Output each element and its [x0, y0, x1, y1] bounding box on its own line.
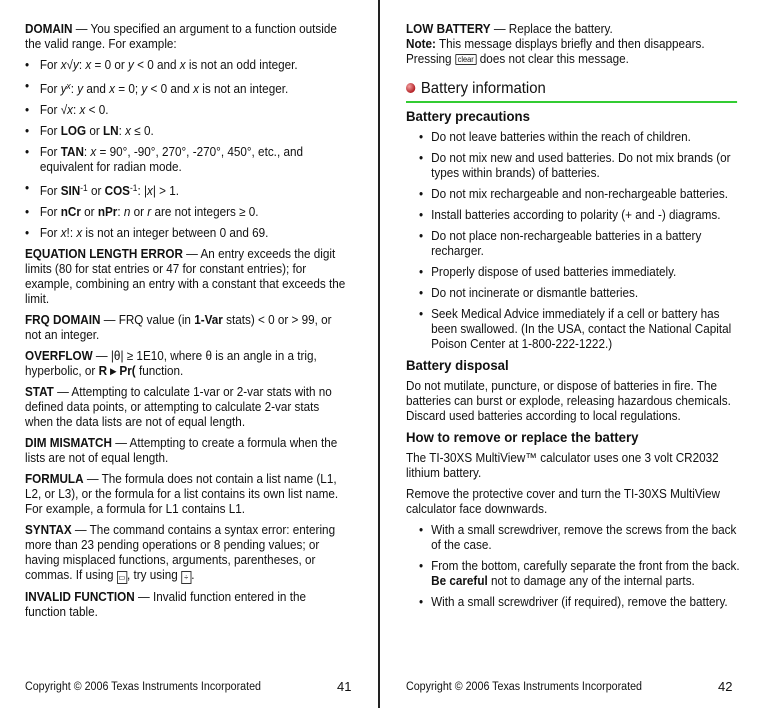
list-item: • With a small screwdriver, remove the screws from the back of the case. [406, 523, 743, 553]
precautions-list [406, 130, 743, 352]
red-ball-icon [406, 83, 415, 93]
list-item: • For $y^x$: y and x = 0; y < 0 and x is not an integer. [25, 79, 350, 97]
disposal-text: Do not mutilate, puncture, or dispose of batteries in fire. The batteries can burst or explode, releasing hazardous chemicals. Discard used batteries according to local regulations. [406, 379, 731, 423]
section-title [406, 79, 737, 103]
stat-error: STAT — Attempting to calculate 1-var or 2-var stats with no defined data points, or attempting to calculate 2-var stats when the data lists are not of equal length. [25, 385, 332, 429]
list-item: • For LOG or LN: x ≤ 0. [25, 124, 350, 139]
section-title-text: Battery information [420, 80, 546, 97]
list-item: • Install batteries according to polarity (+ and -) diagrams. [406, 208, 743, 223]
list-item: • For $SIN^{-1}$ or $COS^{-1}$: |x| > 1. [25, 181, 350, 199]
frq-domain-error: FRQ DOMAIN — FRQ value (in 1-Var stats) < 0 or > 99, or not an integer. [25, 313, 332, 342]
list-item: • For x!: x is not an integer between 0 and 69. [25, 226, 350, 241]
list-item: • For nCr or nPr: n or r are not integers ≥ 0. [25, 205, 350, 220]
list-item: • For x√y: x = 0 or y < 0 and x is not an odd integer. [25, 58, 350, 73]
left-page [0, 0, 378, 708]
overflow-error: OVERFLOW — |θ| ≥ 1E10, where θ is an angle in a trig, hyperbolic, or R ▸ Pr( function. [25, 349, 317, 378]
remove-steps [406, 523, 743, 610]
precautions-title: Battery precautions [406, 109, 530, 125]
remove-para-2: Remove the protective cover and turn the TI-30XS MultiView calculator face downwards. [406, 487, 721, 516]
divide-key-icon: ÷ [181, 571, 191, 584]
right-column [406, 22, 743, 616]
list-item: • With a small screwdriver (if required), remove the battery. [406, 595, 743, 610]
domain-error: DOMAIN — You specified an argument to a function outside the valid range. For example: [25, 22, 337, 51]
list-item: • Do not mix rechargeable and non-rechargeable batteries. [406, 187, 743, 202]
right-page-number: 42 [718, 679, 733, 694]
list-item: • For TAN: x = 90°, -90°, 270°, -270°, 450°, etc., and equivalent for radian mode. [25, 145, 350, 175]
low-battery: LOW BATTERY — Replace the battery. [406, 22, 613, 36]
remove-para-1: The TI-30XS MultiView™ calculator uses one 3 volt CR2032 lithium battery. [406, 451, 719, 480]
list-item: • Do not leave batteries within the reach of children. [406, 130, 743, 145]
low-battery-note: Note: This message displays briefly and then disappears. Pressing clear does not clear this message. [406, 37, 705, 66]
disposal-title: Battery disposal [406, 358, 509, 374]
list-item: • Do not place non-rechargeable batteries in a battery recharger. [406, 229, 743, 259]
left-page-number: 41 [337, 679, 352, 694]
syntax-error: SYNTAX — The command contains a syntax error: entering more than 23 pending operations or 8 pending values; or having misplaced functions, arguments, parentheses, or commas. If using ▭ , try using ÷ . [25, 523, 336, 582]
invalid-function-error: INVALID FUNCTION — Invalid function entered in the function table. [25, 590, 306, 619]
left-footer: Copyright © 2006 Texas Instruments Incorporated [25, 681, 261, 693]
list-item: • Do not incinerate or dismantle batteries. [406, 286, 743, 301]
formula-error: FORMULA — The formula does not contain a list name (L1, L2, or L3), or the formula for a list contains its own list name. For example, a formula for L1 contains L1. [25, 472, 339, 516]
list-item: • From the bottom, carefully separate the front from the back. Be careful not to damage any of the internal parts. [406, 559, 743, 589]
left-column [25, 22, 350, 626]
list-item: • For √x: x < 0. [25, 103, 350, 118]
list-item: • Do not mix new and used batteries. Do not mix brands (or types within brands) of batteries. [406, 151, 743, 181]
clear-key-icon: clear [455, 54, 477, 65]
equation-length-error: EQUATION LENGTH ERROR — An entry exceeds the digit limits (80 for stat entries or 47 for constant entries); for example, combining an entry with a constant that exceeds the limit. [25, 247, 346, 306]
fraction-key-icon: ▭ [118, 573, 126, 582]
right-footer: Copyright © 2006 Texas Instruments Incorporated [406, 681, 642, 693]
list-item: • Properly dispose of used batteries immediately. [406, 265, 743, 280]
remove-title: How to remove or replace the battery [406, 430, 639, 446]
list-item: • Seek Medical Advice immediately if a cell or battery has been swallowed. (In the USA, contact the National Capital Poison Center at 1-800-222-1222.) [406, 307, 743, 352]
domain-examples [25, 58, 350, 241]
right-page [380, 0, 757, 708]
dim-mismatch-error: DIM MISMATCH — Attempting to create a formula when the lists are not of equal length. [25, 436, 338, 465]
